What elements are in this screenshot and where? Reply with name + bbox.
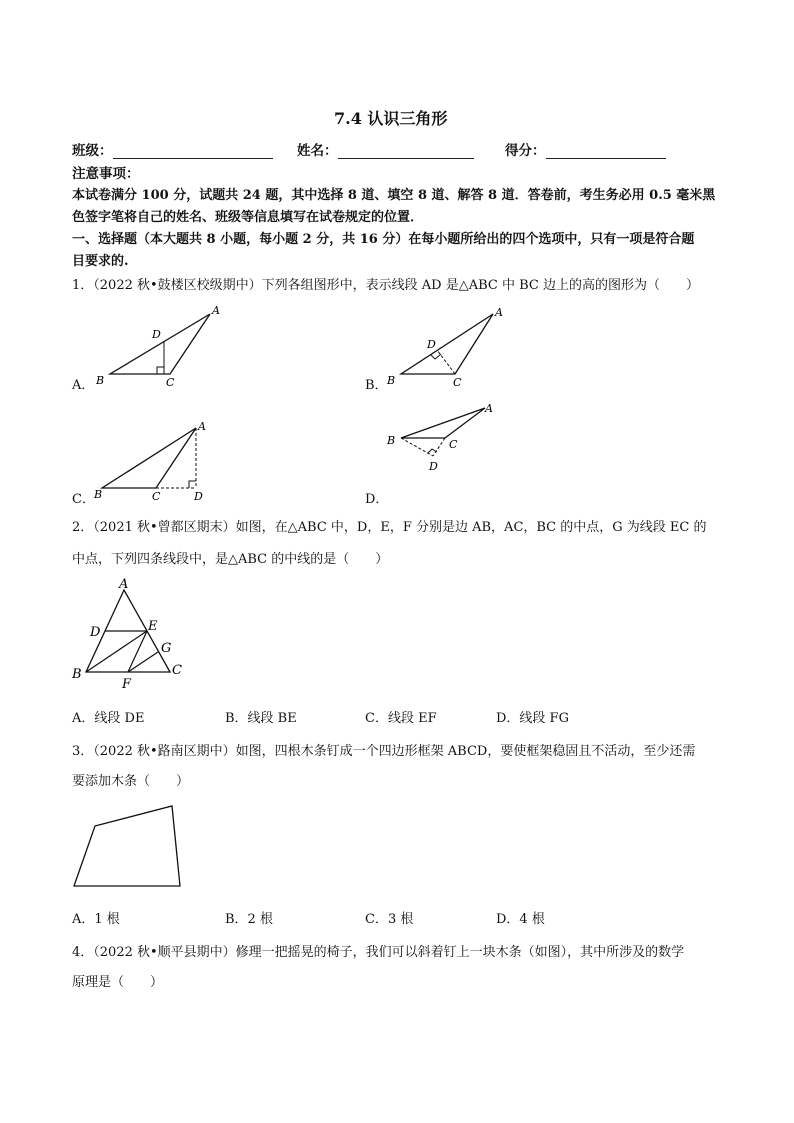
label-d: D	[194, 490, 203, 503]
class-label: 班级：	[72, 143, 113, 159]
page-title: 7.4 认识三角形	[334, 109, 448, 128]
q1-figure-a	[90, 302, 230, 392]
label-d: D	[429, 460, 438, 473]
notice-line-1: 本试卷满分 100 分，试题共 24 题，其中选择 8 道、填空 8 道、解答 8 道．答卷前，考生务必用 0.5 毫米黑	[72, 188, 716, 203]
label-c: C	[449, 438, 458, 451]
class-blank[interactable]	[113, 144, 273, 159]
notice-heading: 注意事项：	[72, 166, 140, 182]
label-a: A	[495, 306, 503, 319]
q4-stem-line-1: 4．（2022 秋•顺平县期中）修理一把摇晃的椅子，我们可以斜着钉上一块木条（如图），其中所涉及的数学	[72, 945, 685, 960]
notice-line-2: 色签字笔将自己的姓名、班级等信息填写在试卷规定的位置．	[72, 210, 424, 225]
label-c: C	[453, 376, 462, 389]
label-g: G	[161, 641, 172, 656]
label-a: A	[485, 402, 493, 415]
score-field	[505, 139, 666, 159]
label-e: E	[148, 619, 158, 634]
label-a: A	[212, 304, 220, 317]
q1-option-c-label[interactable]: C．	[72, 492, 95, 507]
q1-stem: 1．（2022 秋•鼓楼区校级期中）下列各组图形中，表示线段 AD 是△ABC 中 BC 边上的高的图形为（ ）	[72, 278, 699, 293]
q2-option-c[interactable]: C．线段 EF	[365, 711, 437, 726]
q2-option-a[interactable]: A．线段 DE	[72, 711, 145, 726]
q3-option-c[interactable]: C．3 根	[365, 912, 414, 927]
q2-option-b[interactable]: B．线段 BE	[225, 711, 297, 726]
name-field	[297, 139, 474, 159]
q1-figure-c	[90, 418, 230, 508]
label-a: A	[198, 420, 206, 433]
q2-stem-line-1: 2．（2021 秋•曾都区期末）如图，在△ABC 中，D，E，F 分别是边 AB，AC，BC 的中点，G 为线段 EC 的	[72, 520, 707, 535]
q1-figure-b	[385, 302, 525, 392]
q1-option-a-label[interactable]: A．	[72, 378, 95, 393]
q2-option-d[interactable]: D．线段 FG	[496, 711, 569, 726]
q2-stem-line-2: 中点，下列四条线段中，是△ABC 的中线的是（ ）	[72, 552, 389, 567]
q3-stem-line-2: 要添加木条（ ）	[72, 774, 190, 789]
label-d: D	[90, 625, 101, 640]
label-c: C	[152, 490, 161, 503]
section-instruction-1: 一、选择题（本大题共 8 小题，每小题 2 分，共 16 分）在每小题所给出的四个选项中，只有一项是符合题	[72, 232, 695, 247]
label-b: B	[387, 434, 396, 447]
section-instruction-2: 目要求的.	[72, 254, 129, 269]
label-b: B	[387, 374, 396, 387]
name-blank[interactable]	[338, 144, 474, 159]
label-f: F	[122, 677, 132, 690]
q1-option-b-label[interactable]: B．	[365, 378, 388, 393]
label-c: C	[166, 376, 175, 389]
label-d: D	[152, 328, 161, 341]
q1-option-d-label[interactable]: D．	[365, 492, 389, 507]
class-field	[72, 139, 273, 159]
label-b: B	[94, 488, 103, 501]
q3-option-d[interactable]: D．4 根	[496, 912, 545, 927]
label-c: C	[172, 663, 182, 678]
q3-stem-line-1: 3．（2022 秋•路南区期中）如图，四根木条钉成一个四边形框架 ABCD，要使框架稳固且不活动，至少还需	[72, 744, 696, 759]
score-label: 得分：	[505, 143, 546, 159]
q3-option-a[interactable]: A．1 根	[72, 912, 120, 927]
score-blank[interactable]	[546, 144, 666, 159]
q1-figure-d	[385, 400, 525, 504]
q4-stem-line-2: 原理是（ ）	[72, 975, 164, 990]
name-label: 姓名：	[297, 143, 338, 159]
q2-figure	[70, 578, 200, 690]
label-b: B	[72, 667, 82, 682]
q3-quadrilateral	[70, 800, 190, 892]
label-d: D	[427, 338, 436, 351]
label-b: B	[96, 374, 105, 387]
label-a: A	[119, 578, 129, 592]
q3-option-b[interactable]: B．2 根	[225, 912, 273, 927]
